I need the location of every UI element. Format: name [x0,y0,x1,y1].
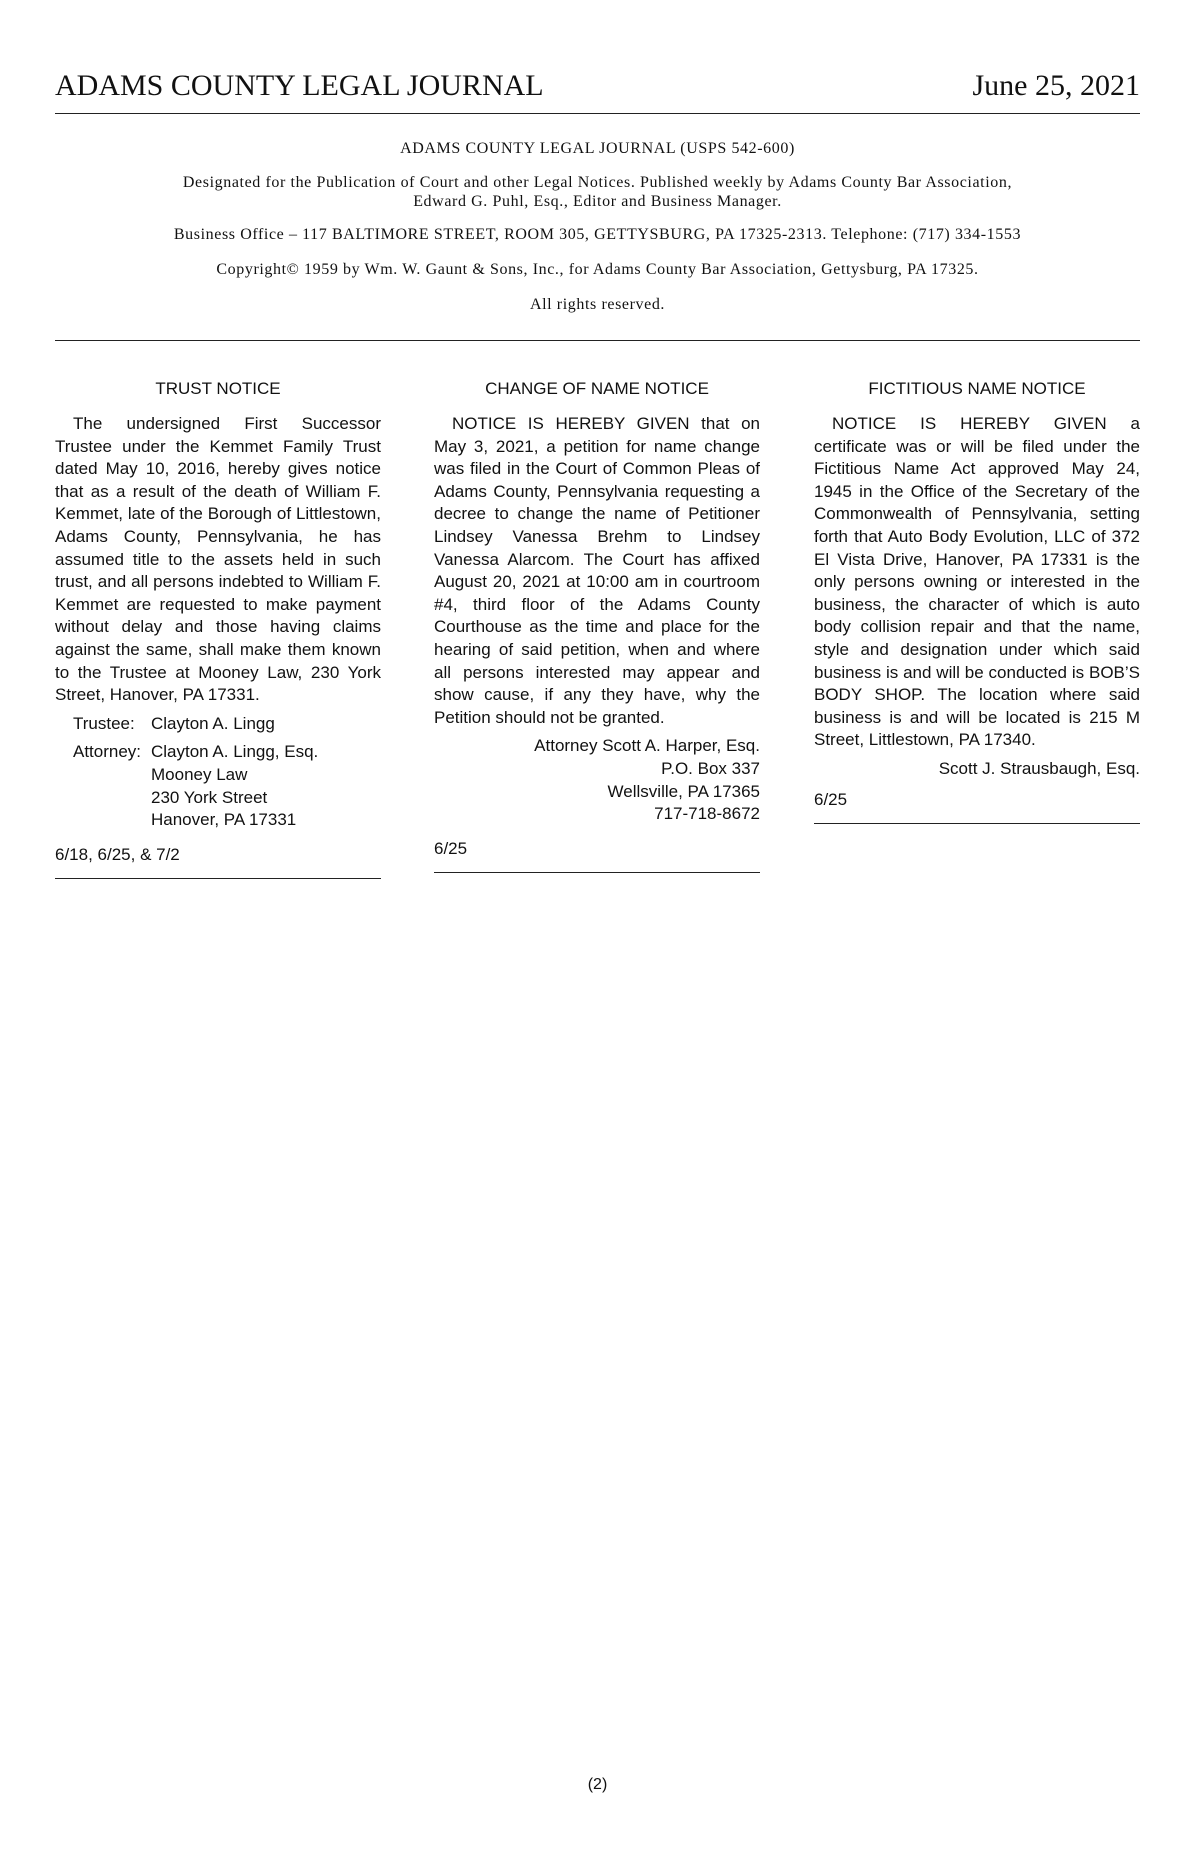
attorney-line: Clayton A. Lingg, Esq. [151,742,319,762]
fictitious-name-notice [814,378,1140,824]
notice-end-rule [434,872,760,873]
fictitious-name-notice-heading: FICTITIOUS NAME NOTICE [868,379,1086,398]
trustee-label: Trustee: [73,713,135,733]
header-rule [55,113,1140,114]
name-change-notice-body: NOTICE IS HEREBY GIVEN that on May 3, 2021, a petition for name change was filed in the Court of Common Pleas of Adams County, Pennsylvania requesting a decree to change the name of Petitioner Lindsey Vanessa Brehm to Lindsey Vanessa Alarcom. The Court has affixed August 20, 2021 at 10:00 am in courtroom #4, third floor of the Adams County Courthouse as the time and place for the hearing of said petition, when and where all persons interested may appear and show cause, if any they have, why the Petition should not be granted. [434,414,760,727]
attorney-line: Mooney Law [151,764,248,784]
attorney-line: 230 York Street [151,787,268,807]
name-change-notice-heading: CHANGE OF NAME NOTICE [485,379,709,398]
trust-notice [55,378,381,879]
signature-line: P.O. Box 337 [661,758,760,778]
notice-end-rule [814,823,1140,824]
attorney-label: Attorney: [73,742,142,762]
attorney-address [151,741,381,831]
masthead-rule [55,340,1140,341]
journal-title: ADAMS COUNTY LEGAL JOURNAL [55,69,544,102]
signature-line: 717-718-8672 [654,804,760,824]
trustee-name: Clayton A. Lingg [151,713,275,733]
notice-end-rule [55,878,381,879]
name-change-notice [434,378,760,873]
fictitious-name-signature: Scott J. Strausbaugh, Esq. [938,758,1140,778]
fictitious-name-notice-dates: 6/25 [814,789,848,809]
masthead-designation-line1: Designated for the Publication of Court and other Legal Notices. Published weekly by Adams County Bar Association, [182,174,1013,191]
name-change-signature [434,735,760,825]
trust-notice-heading: TRUST NOTICE [155,379,281,398]
trust-notice-body: The undersigned First Successor Trustee under the Kemmet Family Trust dated May 10, 2016, hereby gives notice that as a result of the death of William F. Kemmet, late of the Borough of Littlestown, Adams County, Pennsylvania, he has assumed title to the assets held in such trust, and all persons indebted to William F. Kemmet are requested to make payment without delay and those having claims against the same, shall make them known to the Trustee at Mooney Law, 230 York Street, Hanover, PA 17331. [55,414,381,705]
name-change-notice-dates: 6/25 [434,838,468,858]
attorney-line: Hanover, PA 17331 [151,810,297,830]
page-number: (2) [587,1776,608,1793]
masthead-title: ADAMS COUNTY LEGAL JOURNAL (USPS 542-600) [400,140,795,157]
masthead-designation [55,173,1140,211]
masthead-rights: All rights reserved. [529,296,666,313]
masthead [55,138,1140,316]
journal-page [55,0,1140,1855]
issue-date: June 25, 2021 [972,69,1140,102]
signature-line: Attorney Scott A. Harper, Esq. [534,736,760,756]
signature-line: Wellsville, PA 17365 [607,781,760,801]
masthead-copyright: Copyright© 1959 by Wm. W. Gaunt & Sons, Inc., for Adams County Bar Association, Gettysburg, PA 17325. [216,261,979,278]
masthead-designation-line2: Edward G. Puhl, Esq., Editor and Business Manager. [413,193,782,210]
trustee-row [55,713,381,736]
fictitious-name-notice-body: NOTICE IS HEREBY GIVEN a certificate was or will be filed under the Fictitious Name Act approved May 24, 1945 in the Office of the Secretary of the Commonwealth of Pennsylvania, setting forth that Auto Body Evolution, LLC of 372 El Vista Drive, Hanover, PA 17331 is the only persons owning or interested in the business, the character of which is auto body collision repair and that the name, style and designation under which said business is and will be conducted is BOB’S BODY SHOP. The location where said business is and will be located is 215 M Street, Littlestown, PA 17340. [814,414,1140,750]
masthead-business-office: Business Office – 117 BALTIMORE STREET, ROOM 305, GETTYSBURG, PA 17325-2313. Telephone: (717) 334-1553 [173,226,1022,243]
trust-notice-dates: 6/18, 6/25, & 7/2 [55,844,180,864]
running-head [55,66,1140,106]
attorney-row [55,741,381,831]
